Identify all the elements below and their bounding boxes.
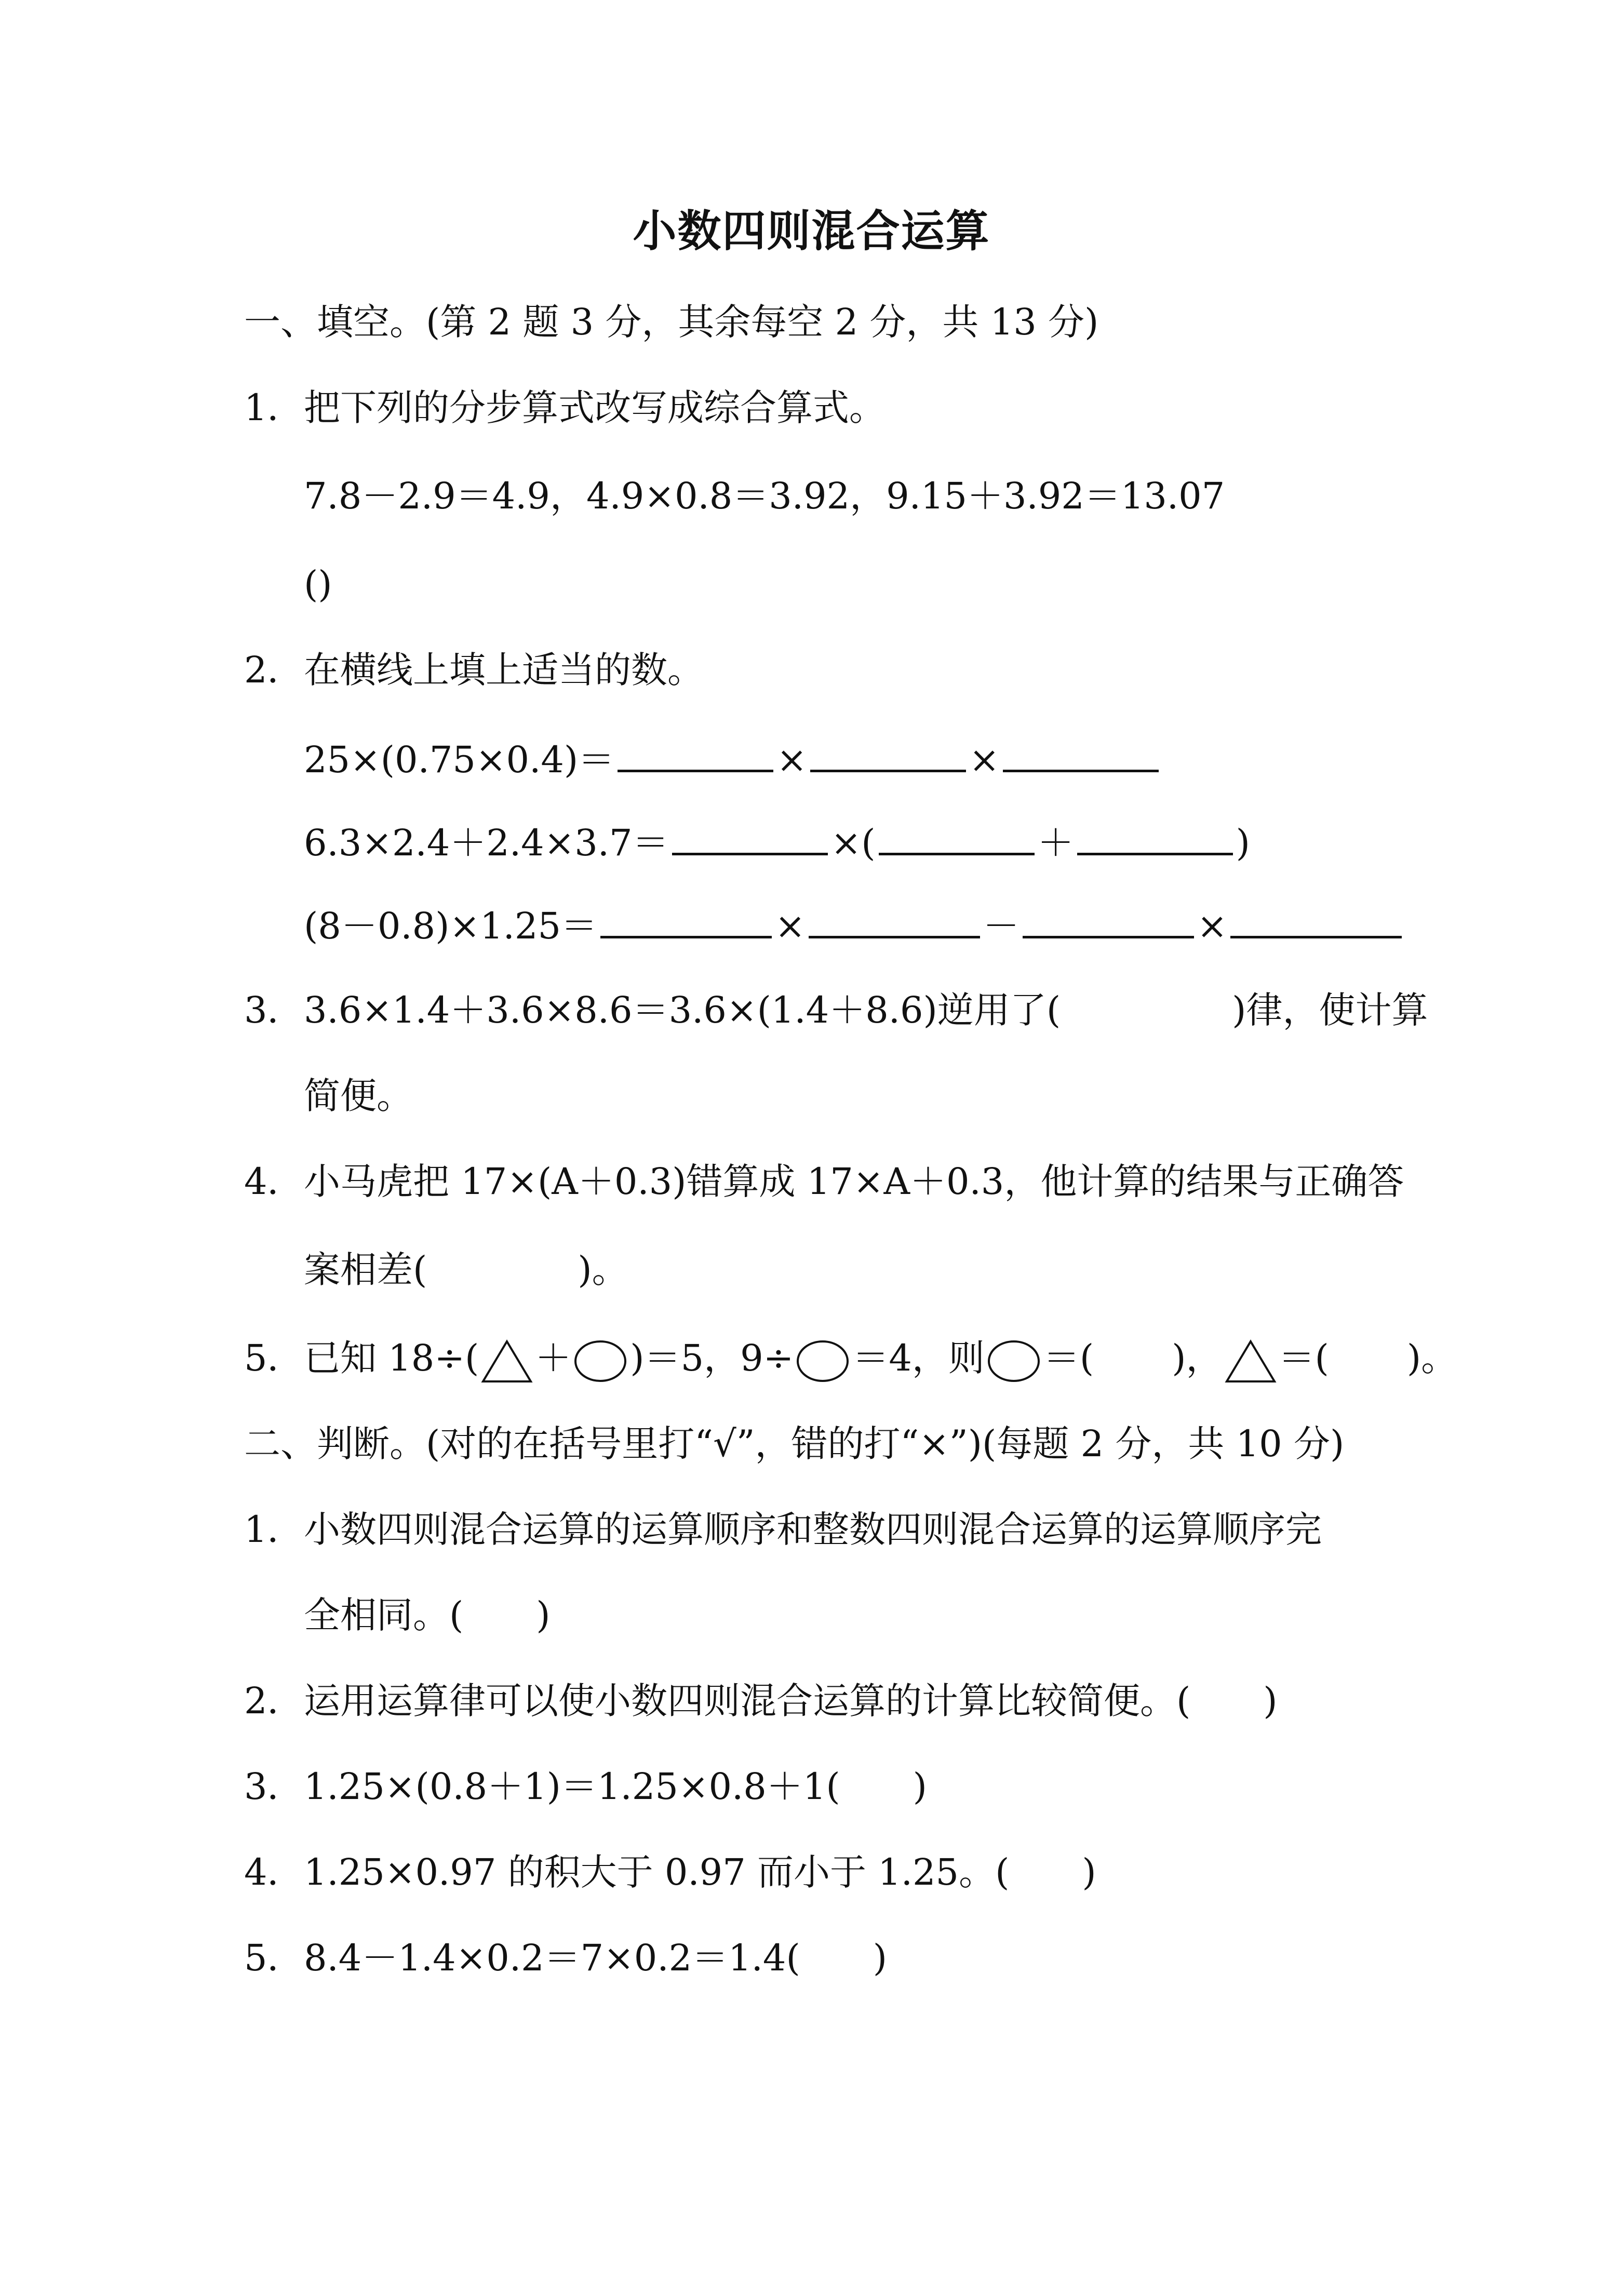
plus-sign: ＋ bbox=[1037, 822, 1074, 864]
q2-expr1-lhs: 25×(0.75×0.4)＝ bbox=[304, 739, 615, 781]
judge-item-2[interactable] bbox=[244, 1675, 1278, 1727]
q4-line bbox=[244, 1156, 1404, 1207]
blank[interactable] bbox=[810, 732, 966, 772]
q2-number: 2． bbox=[244, 649, 304, 691]
q1-text: 把下列的分步算式改写成综合算式。 bbox=[304, 386, 886, 429]
judge-text: 运用运算律可以使小数四则混合运算的计算比较简便。( ) bbox=[304, 1680, 1278, 1722]
blank[interactable] bbox=[618, 732, 773, 772]
q2-expr1 bbox=[304, 732, 1162, 784]
judge-item-3[interactable] bbox=[244, 1761, 927, 1812]
q2-expr2-lhs: 6.3×2.4＋2.4×3.7＝ bbox=[304, 822, 669, 864]
q2-expr2 bbox=[304, 815, 1250, 867]
triangle-icon bbox=[1225, 1339, 1277, 1384]
q5-p4: ＝4，则 bbox=[852, 1337, 985, 1379]
q1-steps: 7.8－2.9＝4.9，4.9×0.8＝3.92，9.15＋3.92＝13.07 bbox=[304, 475, 1225, 517]
section1-heading: 一、填空。(第 2 题 3 分，其余每空 2 分，共 13 分) bbox=[244, 301, 1099, 343]
q5-p7: ＝( bbox=[1278, 1337, 1329, 1379]
judge-number: 2． bbox=[244, 1680, 304, 1722]
section2-heading: 二、判断。(对的在括号里打“√”，错的打“×”)(每题 2 分，共 10 分) bbox=[244, 1422, 1345, 1465]
q4-text-a: 小马虎把 17×(A＋0.3)错算成 17×A＋0.3，他计算的结果与正确答 bbox=[304, 1160, 1404, 1203]
close-paren: ) bbox=[1236, 822, 1250, 864]
judge-item-1 bbox=[244, 1503, 1322, 1555]
q5-p2: ＋ bbox=[535, 1337, 572, 1379]
q1-line bbox=[244, 382, 886, 434]
q5-p8: )。 bbox=[1406, 1337, 1458, 1379]
blank[interactable] bbox=[600, 898, 772, 938]
judge-item-5[interactable] bbox=[244, 1932, 887, 1984]
q5-p5: ＝( bbox=[1043, 1337, 1094, 1379]
q4-text-c: )。 bbox=[578, 1248, 628, 1291]
times-sign: × bbox=[776, 739, 807, 781]
q4-text-b: 案相差( bbox=[304, 1248, 427, 1291]
judge-text: 1.25×0.97 的积大于 0.97 而小于 1.25。( ) bbox=[304, 1851, 1096, 1894]
q3-line bbox=[244, 984, 1428, 1036]
judge-text: 8.4－1.4×0.2＝7×0.2＝1.4( ) bbox=[304, 1937, 888, 1979]
judge-text: 小数四则混合运算的运算顺序和整数四则混合运算的运算顺序完 bbox=[304, 1508, 1322, 1551]
blank[interactable] bbox=[1003, 732, 1159, 772]
q2-line bbox=[244, 644, 704, 696]
blank[interactable] bbox=[809, 898, 980, 938]
q3-number: 3． bbox=[244, 989, 304, 1031]
blank[interactable] bbox=[879, 815, 1035, 855]
q5-p3: )＝5，9÷ bbox=[630, 1337, 794, 1379]
q5-p1: 已知 18÷( bbox=[304, 1337, 479, 1379]
judge-number: 5． bbox=[244, 1937, 304, 1979]
times-paren: ×( bbox=[830, 822, 876, 864]
circle-icon bbox=[796, 1339, 850, 1384]
times-sign: × bbox=[775, 905, 806, 947]
circle-icon bbox=[987, 1339, 1041, 1384]
q5-number: 5． bbox=[244, 1337, 304, 1379]
judge-number: 1． bbox=[244, 1508, 304, 1551]
judge-number: 3． bbox=[244, 1765, 304, 1808]
judge-item-1-cont[interactable]: 全相同。( ) bbox=[304, 1594, 551, 1636]
judge-item-4[interactable] bbox=[244, 1846, 1096, 1898]
q2-text: 在横线上填上适当的数。 bbox=[304, 649, 704, 691]
q1-number: 1． bbox=[244, 386, 304, 429]
q5-p6: )， bbox=[1172, 1337, 1223, 1379]
judge-number: 4． bbox=[244, 1851, 304, 1894]
blank[interactable] bbox=[672, 815, 828, 855]
page-title: 小数四则混合运算 bbox=[633, 206, 990, 257]
triangle-icon bbox=[481, 1339, 533, 1384]
times-sign: × bbox=[1197, 905, 1228, 947]
q4-number: 4． bbox=[244, 1160, 304, 1203]
times-sign: × bbox=[969, 739, 1000, 781]
blank[interactable] bbox=[1077, 815, 1233, 855]
q1-answer-parens[interactable]: () bbox=[304, 563, 332, 606]
q3-text-a: 3.6×1.4＋3.6×8.6＝3.6×(1.4＋8.6)逆用了( bbox=[304, 989, 1061, 1031]
q5-line bbox=[244, 1332, 1457, 1384]
blank[interactable] bbox=[1230, 898, 1402, 938]
circle-icon bbox=[573, 1339, 628, 1384]
q3-text-c: 简便。 bbox=[304, 1075, 413, 1117]
q2-expr3 bbox=[304, 898, 1405, 950]
judge-text: 1.25×(0.8＋1)＝1.25×0.8＋1( ) bbox=[304, 1765, 927, 1808]
q4-line2 bbox=[304, 1244, 628, 1296]
q2-expr3-lhs: (8－0.8)×1.25＝ bbox=[304, 905, 597, 947]
blank[interactable] bbox=[1023, 898, 1194, 938]
q3-text-b: )律，使计算 bbox=[1232, 989, 1428, 1031]
minus-sign: － bbox=[983, 905, 1020, 947]
